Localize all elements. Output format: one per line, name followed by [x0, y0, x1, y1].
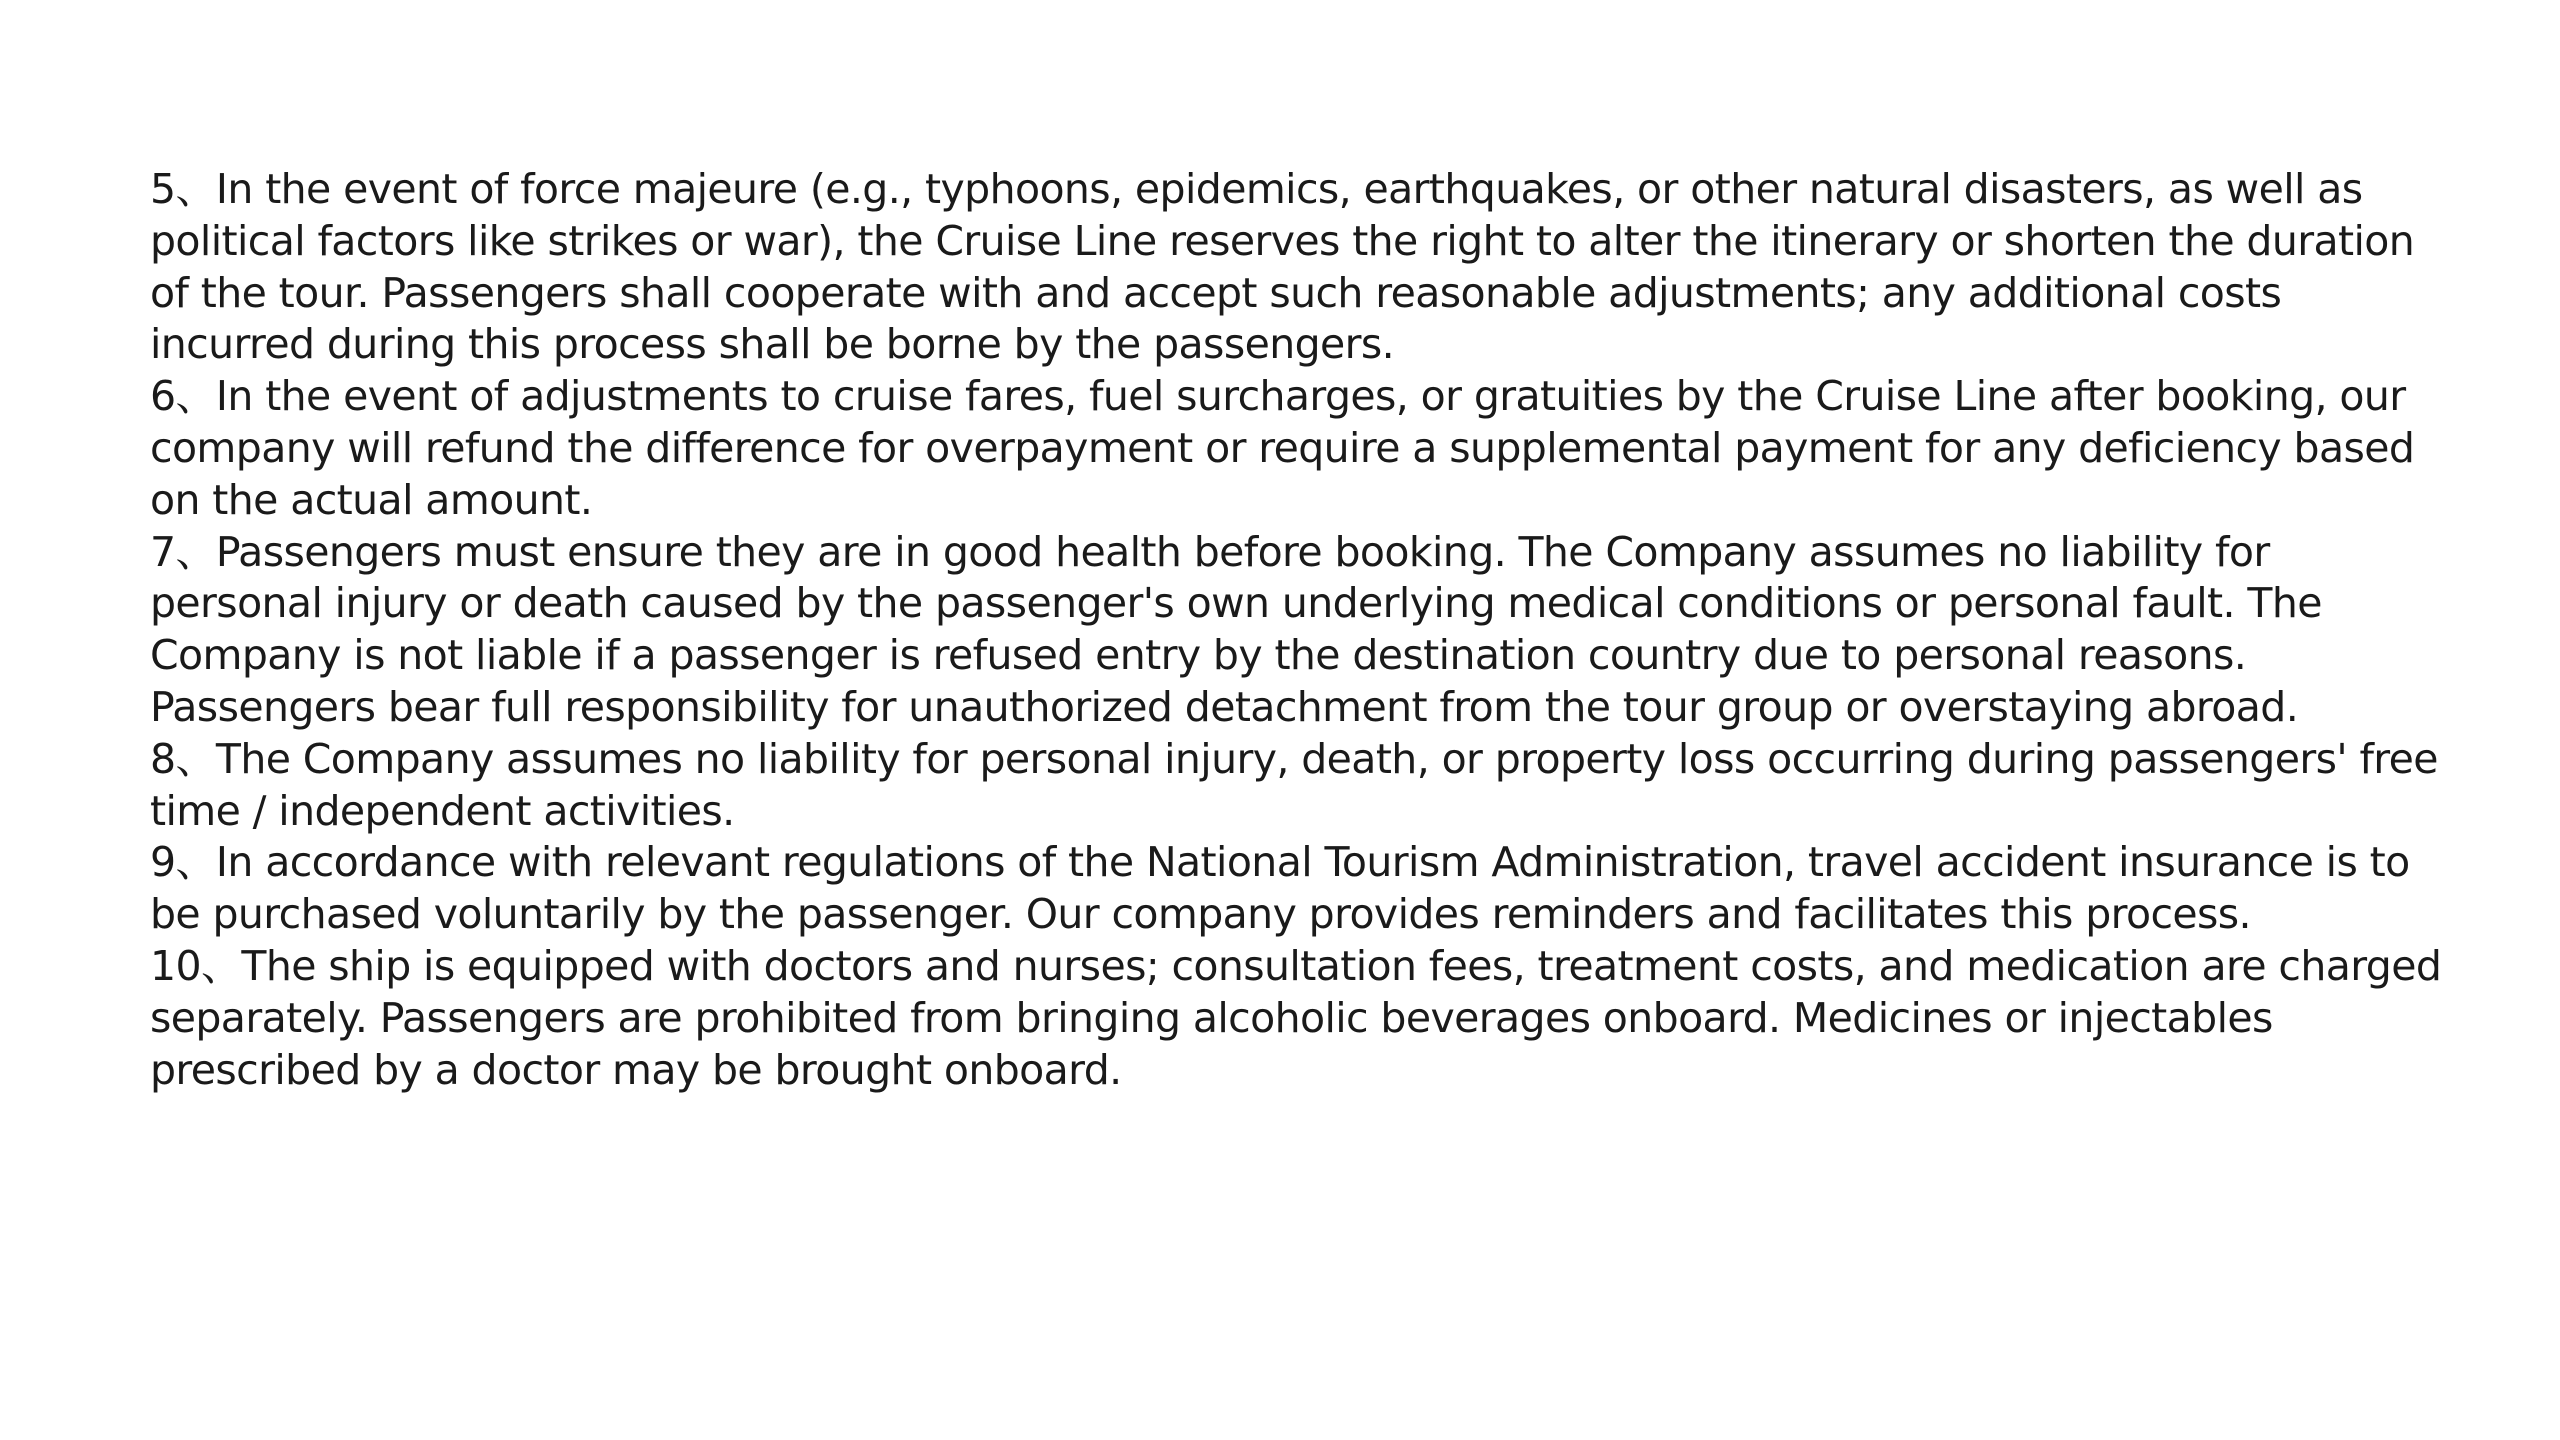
term-number: 9、 [150, 838, 216, 887]
term-number: 6、 [150, 372, 216, 421]
term-text: In the event of adjustments to cruise fares, fuel surcharges, or gratuities by the Cruise Line after booking, our company will refund the difference for overpayment or require a supplemental payment for any deficiency based on the actual amount. [150, 372, 2415, 524]
term-item [150, 527, 2450, 734]
terms-list [150, 164, 2450, 1096]
term-item [150, 371, 2450, 526]
term-text: In accordance with relevant regulations of the National Tourism Administration, travel accident insurance is to be purchased voluntarily by the passenger. Our company provides reminders and facilitates this process. [150, 838, 2410, 939]
term-item [150, 941, 2450, 1096]
term-text: The ship is equipped with doctors and nurses; consultation fees, treatment costs, and medication are charged separately. Passengers are prohibited from bringing alcoholic beverages onboard. Medicines or injectables prescribed by a doctor may be brought onboard. [150, 941, 2442, 1094]
term-item [150, 837, 2450, 941]
term-item [150, 164, 2450, 371]
term-text: The Company assumes no liability for personal injury, death, or property loss occurring during passengers' free time / independent activities. [150, 734, 2438, 835]
term-number: 10、 [150, 941, 242, 990]
term-text: In the event of force majeure (e.g., typhoons, epidemics, earthquakes, or other natural disasters, as well as political factors like strikes or war), the Cruise Line reserves the right to alter the itinerary or shorten the duration of the tour. Passengers shall cooperate with and accept such reasonable adjustments; any additional costs incurred during this process shall be borne by the passengers. [150, 165, 2415, 369]
term-number: 8、 [150, 734, 216, 783]
term-number: 7、 [150, 527, 216, 576]
term-text: Passengers must ensure they are in good health before booking. The Company assumes no liability for personal injury or death caused by the passenger's own underlying medical conditions or personal fault. The Company is not liable if a passenger is refused entry by the destination country due to personal reasons. Passengers bear full responsibility for unauthorized detachment from the tour group or overstaying abroad. [150, 527, 2322, 731]
term-item [150, 734, 2450, 838]
term-number: 5、 [150, 165, 216, 213]
